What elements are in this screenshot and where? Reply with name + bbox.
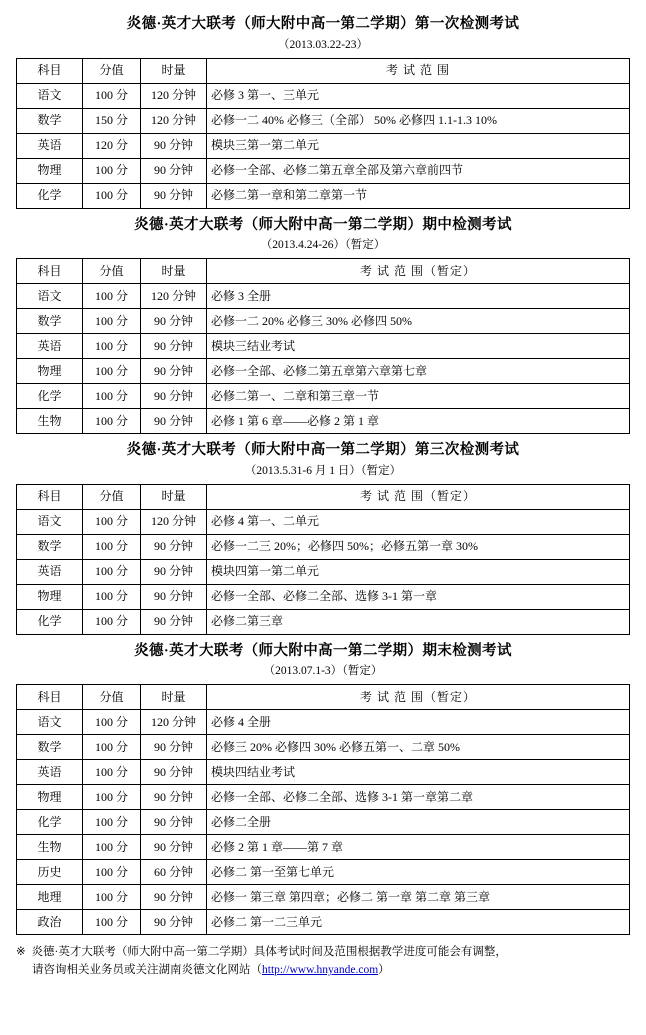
cell-score: 150 分 <box>83 108 141 133</box>
table-row <box>17 534 630 559</box>
cell-scope: 必修 3 全册 <box>207 284 630 309</box>
cell-duration: 90 分钟 <box>141 835 207 860</box>
table-header-row <box>17 259 630 284</box>
exam-section-2 <box>10 211 636 435</box>
cell-duration: 120 分钟 <box>141 509 207 534</box>
table-row <box>17 359 630 384</box>
cell-score: 100 分 <box>83 158 141 183</box>
cell-subject: 英语 <box>17 760 83 785</box>
cell-subject: 语文 <box>17 83 83 108</box>
column-header-scope: 考 试 范 围（暂定） <box>207 685 630 710</box>
cell-subject: 数学 <box>17 108 83 133</box>
cell-scope: 必修二 第一二三单元 <box>207 910 630 935</box>
table-row <box>17 509 630 534</box>
cell-subject: 物理 <box>17 785 83 810</box>
exam-table <box>16 58 630 209</box>
cell-duration: 90 分钟 <box>141 309 207 334</box>
table-row <box>17 309 630 334</box>
cell-scope: 必修一全部、必修二第五章第六章第七章 <box>207 359 630 384</box>
cell-score: 100 分 <box>83 860 141 885</box>
exam-section-3 <box>10 436 636 635</box>
cell-score: 100 分 <box>83 534 141 559</box>
footnote-line-2 <box>16 961 630 979</box>
cell-score: 100 分 <box>83 509 141 534</box>
exam-section-4 <box>10 637 636 936</box>
column-header-score: 分值 <box>83 259 141 284</box>
cell-duration: 120 分钟 <box>141 284 207 309</box>
cell-duration: 90 分钟 <box>141 133 207 158</box>
footnote-text-3: ） <box>378 964 390 977</box>
cell-duration: 90 分钟 <box>141 785 207 810</box>
cell-scope: 模块三结业考试 <box>207 334 630 359</box>
cell-subject: 物理 <box>17 584 83 609</box>
table-row <box>17 860 630 885</box>
cell-scope: 必修二 第一至第七单元 <box>207 860 630 885</box>
cell-subject: 数学 <box>17 534 83 559</box>
column-header-duration: 时量 <box>141 685 207 710</box>
cell-score: 100 分 <box>83 83 141 108</box>
cell-score: 100 分 <box>83 835 141 860</box>
cell-scope: 必修 3 第一、三单元 <box>207 83 630 108</box>
cell-scope: 必修 4 第一、二单元 <box>207 509 630 534</box>
cell-score: 100 分 <box>83 710 141 735</box>
footnote-text-2: 请咨询相关业务员或关注湖南炎德文化网站（ <box>32 964 262 977</box>
table-row <box>17 183 630 208</box>
table-header-row <box>17 58 630 83</box>
cell-scope: 必修三 20% 必修四 30% 必修五第一、二章 50% <box>207 735 630 760</box>
asterisk-icon: ※ <box>16 946 26 958</box>
table-row <box>17 409 630 434</box>
cell-subject: 化学 <box>17 609 83 634</box>
cell-scope: 必修一 第三章 第四章；必修二 第一章 第二章 第三章 <box>207 885 630 910</box>
table-row <box>17 584 630 609</box>
cell-score: 100 分 <box>83 735 141 760</box>
cell-scope: 必修一二 40% 必修三（全部） 50% 必修四 1.1-1.3 10% <box>207 108 630 133</box>
section-subtitle: （2013.03.22-23） <box>277 38 369 51</box>
cell-scope: 必修一全部、必修二第五章全部及第六章前四节 <box>207 158 630 183</box>
cell-duration: 90 分钟 <box>141 885 207 910</box>
column-header-duration: 时量 <box>141 259 207 284</box>
cell-scope: 必修二第一、二章和第三章一节 <box>207 384 630 409</box>
column-header-score: 分值 <box>83 484 141 509</box>
cell-scope: 必修 2 第 1 章——第 7 章 <box>207 835 630 860</box>
cell-scope: 必修二第一章和第二章第一节 <box>207 183 630 208</box>
exam-table <box>16 684 630 935</box>
table-header-row <box>17 685 630 710</box>
column-header-score: 分值 <box>83 58 141 83</box>
cell-subject: 化学 <box>17 384 83 409</box>
table-row <box>17 710 630 735</box>
cell-score: 100 分 <box>83 384 141 409</box>
cell-score: 100 分 <box>83 785 141 810</box>
exam-section-1 <box>10 10 636 209</box>
cell-duration: 90 分钟 <box>141 384 207 409</box>
cell-score: 100 分 <box>83 885 141 910</box>
cell-subject: 化学 <box>17 183 83 208</box>
cell-duration: 90 分钟 <box>141 584 207 609</box>
cell-scope: 必修一二 20% 必修三 30% 必修四 50% <box>207 309 630 334</box>
section-title: 炎德·英才大联考（师大附中高一第二学期）期中检测考试 <box>134 216 512 233</box>
table-row <box>17 158 630 183</box>
cell-subject: 历史 <box>17 860 83 885</box>
table-row <box>17 559 630 584</box>
footnote <box>16 943 630 980</box>
cell-score: 100 分 <box>83 409 141 434</box>
table-row <box>17 334 630 359</box>
column-header-subject: 科目 <box>17 259 83 284</box>
cell-score: 100 分 <box>83 359 141 384</box>
cell-subject: 生物 <box>17 409 83 434</box>
column-header-duration: 时量 <box>141 58 207 83</box>
cell-duration: 120 分钟 <box>141 83 207 108</box>
cell-score: 100 分 <box>83 609 141 634</box>
cell-duration: 90 分钟 <box>141 609 207 634</box>
cell-score: 100 分 <box>83 183 141 208</box>
section-subtitle: （2013.07.1-3）（暂定） <box>263 665 383 678</box>
table-row <box>17 384 630 409</box>
cell-score: 100 分 <box>83 334 141 359</box>
table-row <box>17 760 630 785</box>
cell-subject: 语文 <box>17 509 83 534</box>
cell-duration: 90 分钟 <box>141 910 207 935</box>
cell-subject: 语文 <box>17 284 83 309</box>
column-header-scope: 考 试 范 围 <box>207 58 630 83</box>
table-header-row <box>17 484 630 509</box>
cell-scope: 必修一全部、必修二全部、选修 3-1 第一章第二章 <box>207 785 630 810</box>
table-row <box>17 785 630 810</box>
table-row <box>17 835 630 860</box>
cell-subject: 英语 <box>17 133 83 158</box>
cell-subject: 物理 <box>17 359 83 384</box>
cell-scope: 必修二第三章 <box>207 609 630 634</box>
section-subtitle: （2013.5.31-6 月 1 日）（暂定） <box>244 464 402 477</box>
cell-subject: 地理 <box>17 885 83 910</box>
cell-score: 100 分 <box>83 810 141 835</box>
section-title: 炎德·英才大联考（师大附中高一第二学期）第一次检测考试 <box>126 16 520 32</box>
cell-duration: 90 分钟 <box>141 183 207 208</box>
cell-subject: 英语 <box>17 334 83 359</box>
cell-duration: 90 分钟 <box>141 810 207 835</box>
table-row <box>17 609 630 634</box>
table-row <box>17 108 630 133</box>
cell-score: 100 分 <box>83 559 141 584</box>
table-row <box>17 284 630 309</box>
column-header-scope: 考 试 范 围（暂定） <box>207 484 630 509</box>
cell-subject: 物理 <box>17 158 83 183</box>
cell-duration: 90 分钟 <box>141 735 207 760</box>
website-link[interactable]: http://www.hnyande.com <box>262 964 379 977</box>
table-row <box>17 910 630 935</box>
column-header-scope: 考 试 范 围（暂定） <box>207 259 630 284</box>
cell-duration: 90 分钟 <box>141 559 207 584</box>
cell-subject: 数学 <box>17 735 83 760</box>
cell-scope: 模块四结业考试 <box>207 760 630 785</box>
cell-scope: 必修一全部、必修二全部、选修 3-1 第一章 <box>207 584 630 609</box>
cell-scope: 模块三第一第二单元 <box>207 133 630 158</box>
cell-score: 100 分 <box>83 910 141 935</box>
column-header-score: 分值 <box>83 685 141 710</box>
exam-table <box>16 258 630 434</box>
cell-score: 100 分 <box>83 284 141 309</box>
table-row <box>17 83 630 108</box>
cell-score: 100 分 <box>83 309 141 334</box>
cell-duration: 90 分钟 <box>141 334 207 359</box>
cell-duration: 60 分钟 <box>141 860 207 885</box>
section-title: 炎德·英才大联考（师大附中高一第二学期）第三次检测考试 <box>126 442 520 458</box>
cell-subject: 化学 <box>17 810 83 835</box>
cell-score: 100 分 <box>83 760 141 785</box>
cell-subject: 语文 <box>17 710 83 735</box>
table-row <box>17 885 630 910</box>
column-header-duration: 时量 <box>141 484 207 509</box>
cell-duration: 90 分钟 <box>141 158 207 183</box>
cell-duration: 90 分钟 <box>141 359 207 384</box>
exam-table <box>16 484 630 635</box>
footnote-text-1: 炎德·英才大联考（师大附中高一第二学期）具体考试时间及范围根据教学进度可能会有调整， <box>31 946 507 958</box>
cell-scope: 模块四第一第二单元 <box>207 559 630 584</box>
cell-duration: 120 分钟 <box>141 710 207 735</box>
cell-duration: 90 分钟 <box>141 409 207 434</box>
cell-scope: 必修 4 全册 <box>207 710 630 735</box>
column-header-subject: 科目 <box>17 685 83 710</box>
cell-subject: 数学 <box>17 309 83 334</box>
table-row <box>17 133 630 158</box>
cell-score: 100 分 <box>83 584 141 609</box>
cell-subject: 英语 <box>17 559 83 584</box>
cell-duration: 120 分钟 <box>141 108 207 133</box>
column-header-subject: 科目 <box>17 58 83 83</box>
cell-scope: 必修 1 第 6 章——必修 2 第 1 章 <box>207 409 630 434</box>
table-row <box>17 735 630 760</box>
footnote-line-1 <box>16 943 630 961</box>
cell-subject: 生物 <box>17 835 83 860</box>
cell-scope: 必修一二三 20%；必修四 50%；必修五第一章 30% <box>207 534 630 559</box>
cell-duration: 90 分钟 <box>141 534 207 559</box>
cell-subject: 政治 <box>17 910 83 935</box>
table-row <box>17 810 630 835</box>
cell-duration: 90 分钟 <box>141 760 207 785</box>
cell-scope: 必修二全册 <box>207 810 630 835</box>
section-subtitle: （2013.4.24-26）（暂定） <box>260 239 386 252</box>
cell-score: 120 分 <box>83 133 141 158</box>
section-title: 炎德·英才大联考（师大附中高一第二学期）期末检测考试 <box>134 642 512 659</box>
column-header-subject: 科目 <box>17 484 83 509</box>
